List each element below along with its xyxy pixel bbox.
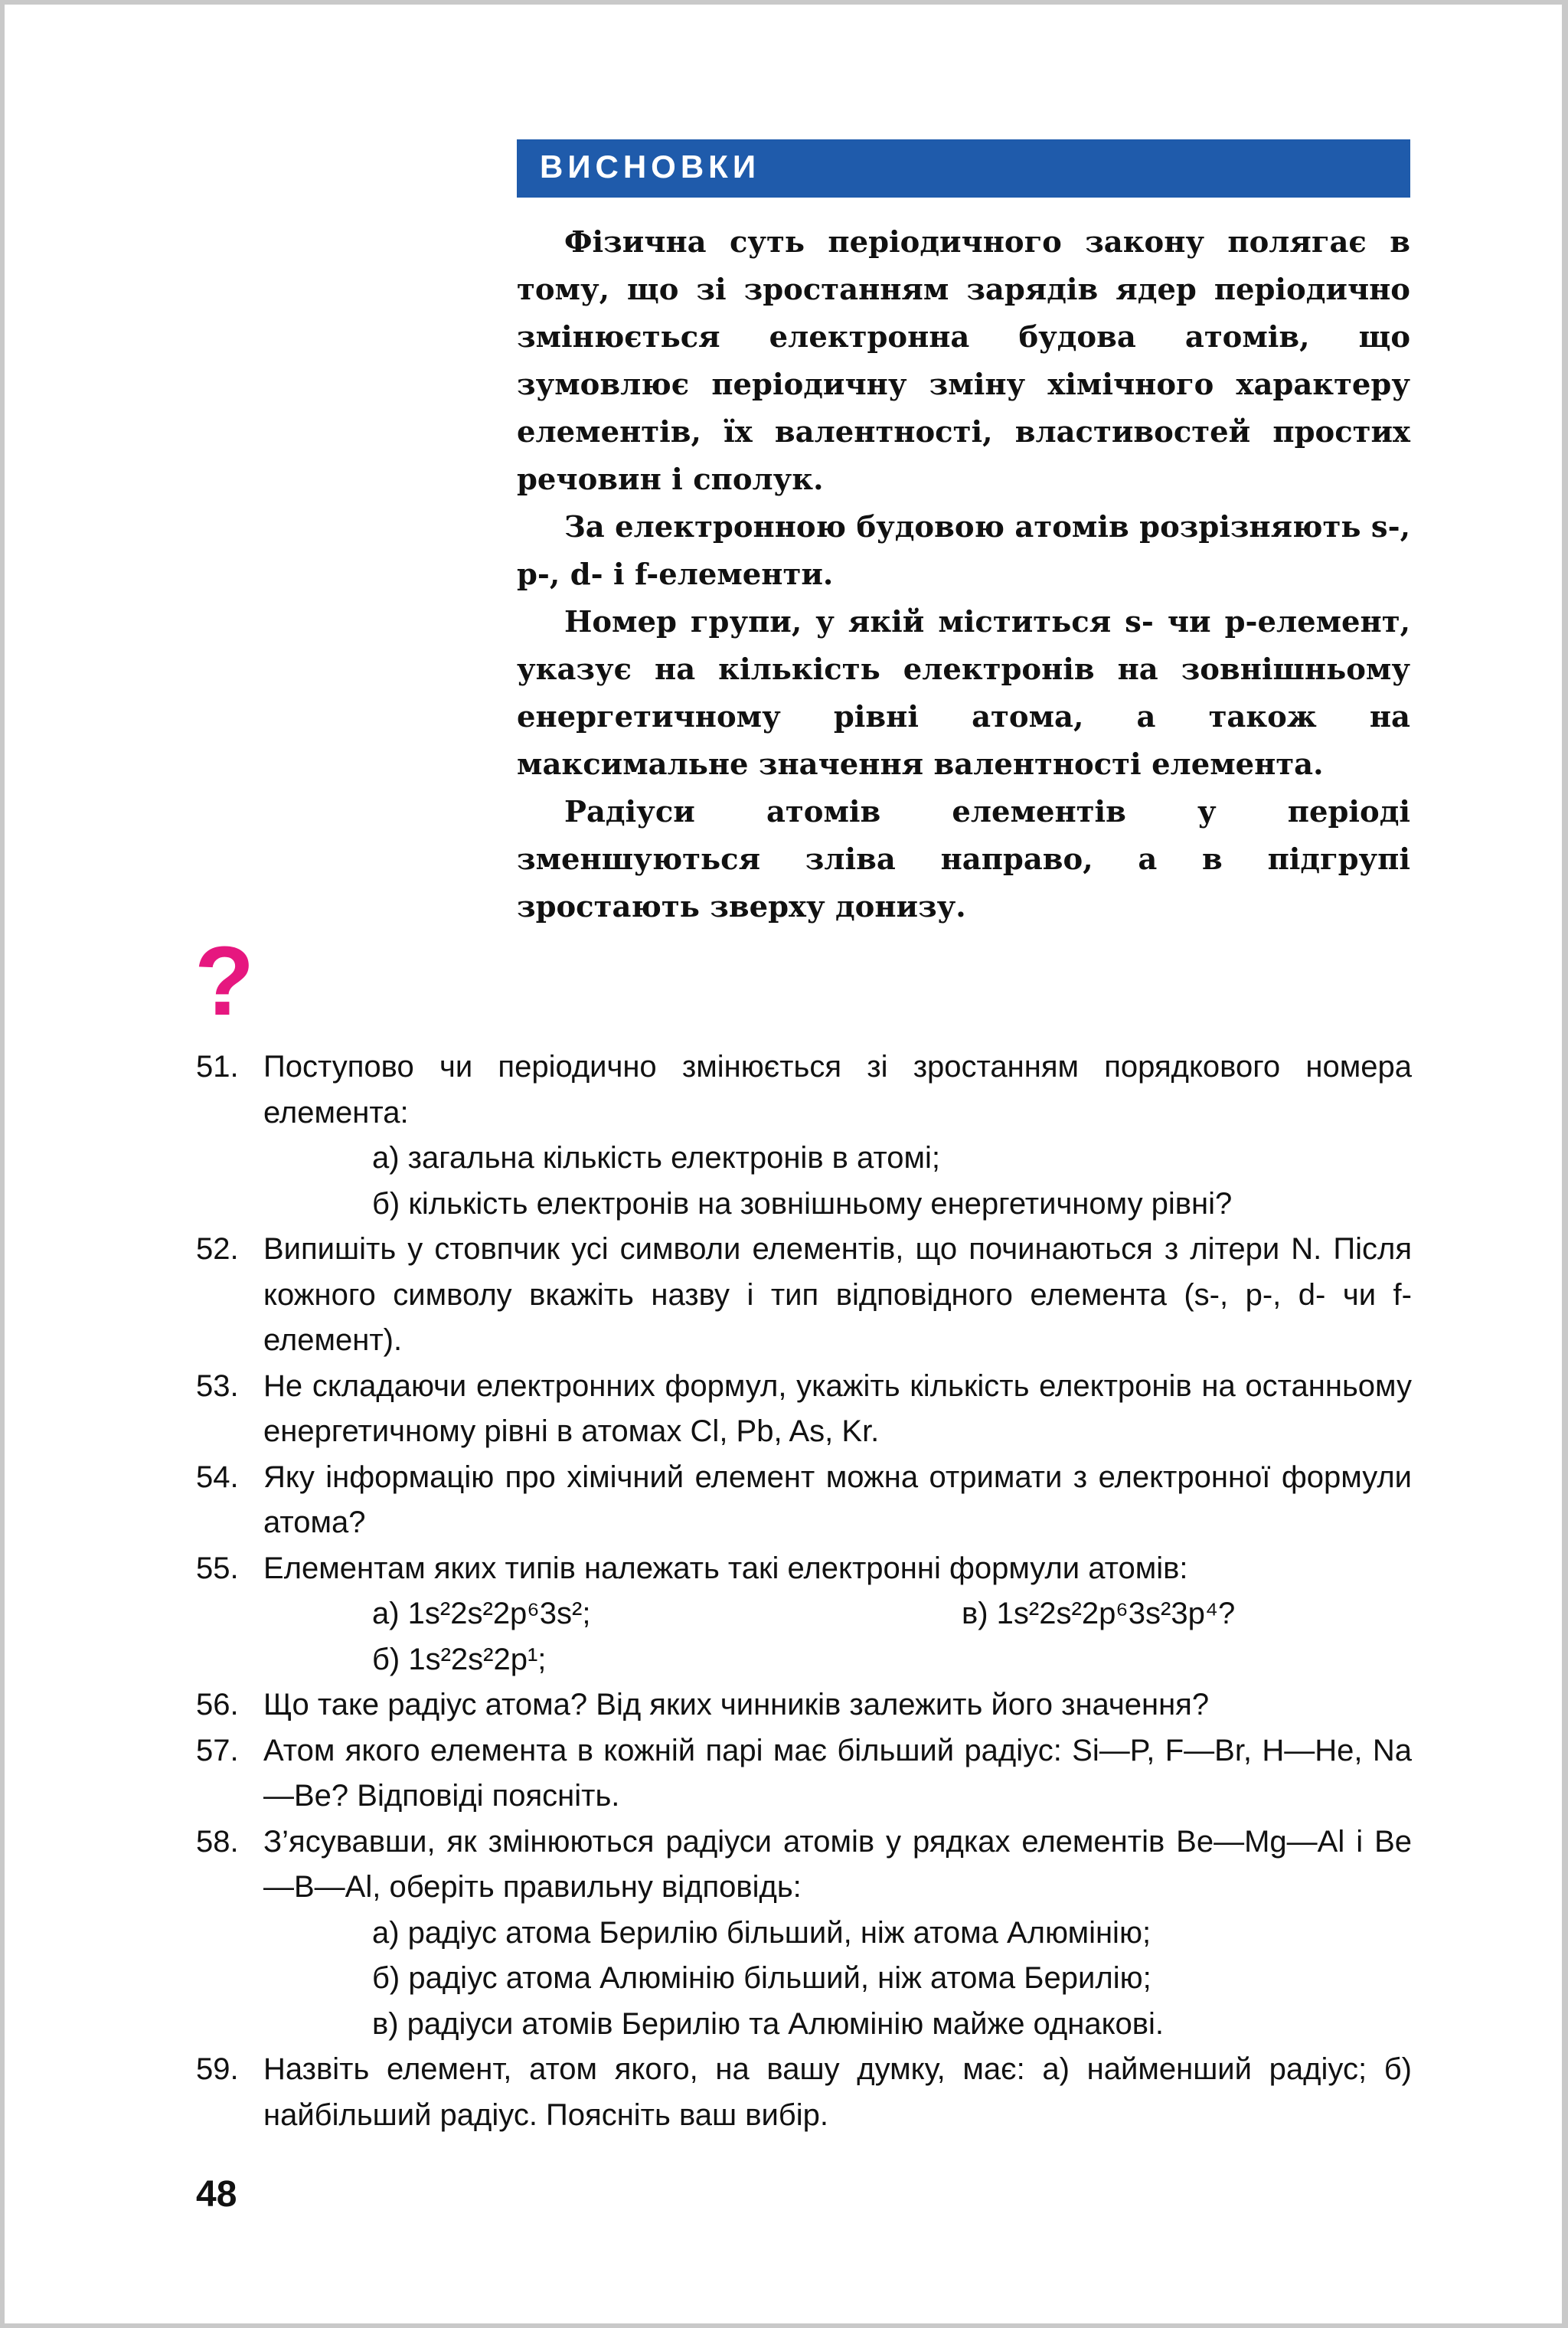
summary-title: ВИСНОВКИ [540, 149, 761, 185]
question-text: Атом якого елемента в кожній парі має більший радіус: Si—P, F—Br, H—He, Na—Be? Відповіді поясніть. [263, 1733, 1412, 1813]
summary-paragraph: За електронною будовою атомів розрізняють s-, p-, d- і f-елементи. [517, 510, 1410, 592]
question-item [196, 1364, 1412, 1455]
question-number: 57. [196, 1733, 239, 1767]
question-number: 54. [196, 1460, 239, 1494]
answer-option: в) 1s²2s²2p⁶3s²3p⁴? [962, 1597, 1236, 1630]
question-item [196, 1682, 1412, 1728]
question-item [196, 1455, 1412, 1546]
question-number: 59. [196, 2052, 239, 2086]
question-text: Елементам яких типів належать такі електронні формули атомів: [263, 1551, 1188, 1585]
question-item [196, 1728, 1412, 1820]
answer-row [263, 1591, 1412, 1637]
summary-paragraph: Фізична суть періодичного закону полягає в тому, що зі зростанням зарядів ядер періодично змінюється електронна будова атомів, що зумовлює періодичну зміну хімічного характеру елементів, їх валентності, властивостей простих речовин і сполук. [517, 225, 1410, 497]
answer-option: б) кількість електронів на зовнішньому енергетичному рівні? [372, 1186, 1233, 1221]
question-number: 52. [196, 1232, 239, 1266]
answer-option: а) 1s²2s²2p⁶3s²; [372, 1597, 591, 1630]
answer-option: б) 1s²2s²2p¹; [372, 1642, 547, 1676]
question-number: 51. [196, 1050, 239, 1084]
question-item [196, 2047, 1412, 2138]
question-number: 56. [196, 1688, 239, 1721]
question-number: 53. [196, 1368, 239, 1403]
question-text: Не складаючи електронних формул, укажіть кількість електронів на останньому енергетичному рівні в атомах Cl, Pb, As, Kr. [263, 1368, 1412, 1448]
summary-header-bar [517, 139, 1410, 198]
question-text: З’ясувавши, як змінюються радіуси атомів у рядках елементів Be—Mg—Al і Be—B—Al, оберіть правильну відповідь: [263, 1824, 1412, 1904]
textbook-page [5, 5, 1562, 2323]
question-text: Що таке радіус атома? Від яких чинників залежить його значення? [263, 1688, 1210, 1721]
question-text: Назвіть елемент, атом якого, на вашу думку, має: а) найменший радіус; б) найбільший радіус. Поясніть ваш вибір. [263, 2052, 1412, 2132]
question-text: Яку інформацію про хімічний елемент можна отримати з електронної формули атома? [263, 1460, 1412, 1539]
answer-option: в) радіуси атомів Берилію та Алюмінію майже однакові. [372, 2006, 1165, 2041]
answer-option: б) радіус атома Алюмінію більший, ніж атома Берилію; [372, 1961, 1152, 1995]
answer-option: а) загальна кількість електронів в атомі; [372, 1141, 941, 1175]
question-item [196, 1045, 1412, 1227]
question-list [196, 1045, 1412, 2138]
summary-paragraph: Номер групи, у якій міститься s- чи p-елемент, указує на кількість електронів на зовнішньому енергетичному рівні атома, а також на максимальне значення валентності елемента. [517, 605, 1410, 782]
question-item [196, 1546, 1412, 1683]
question-item [196, 1227, 1412, 1364]
question-item [196, 1820, 1412, 2048]
question-text: Випишіть у стовпчик усі символи елементів, що починаються з літери N. Після кожного символу вкажіть назву і тип відповідного елемента (s-, p-, d- чи f-елемент). [263, 1232, 1412, 1357]
summary-block [517, 219, 1410, 931]
summary-paragraph: Радіуси атомів елементів у періоді зменшуються зліва направо, а в підгрупі зростають зверху донизу. [517, 795, 1410, 924]
page-number: 48 [196, 2174, 237, 2215]
question-mark-icon: ? [194, 927, 255, 1036]
answer-option: а) радіус атома Берилію більший, ніж атома Алюмінію; [372, 1915, 1152, 1950]
question-number: 58. [196, 1824, 239, 1859]
question-text: Поступово чи періодично змінюється зі зростанням порядкового номера елемента: [263, 1050, 1412, 1130]
question-number: 55. [196, 1551, 239, 1585]
